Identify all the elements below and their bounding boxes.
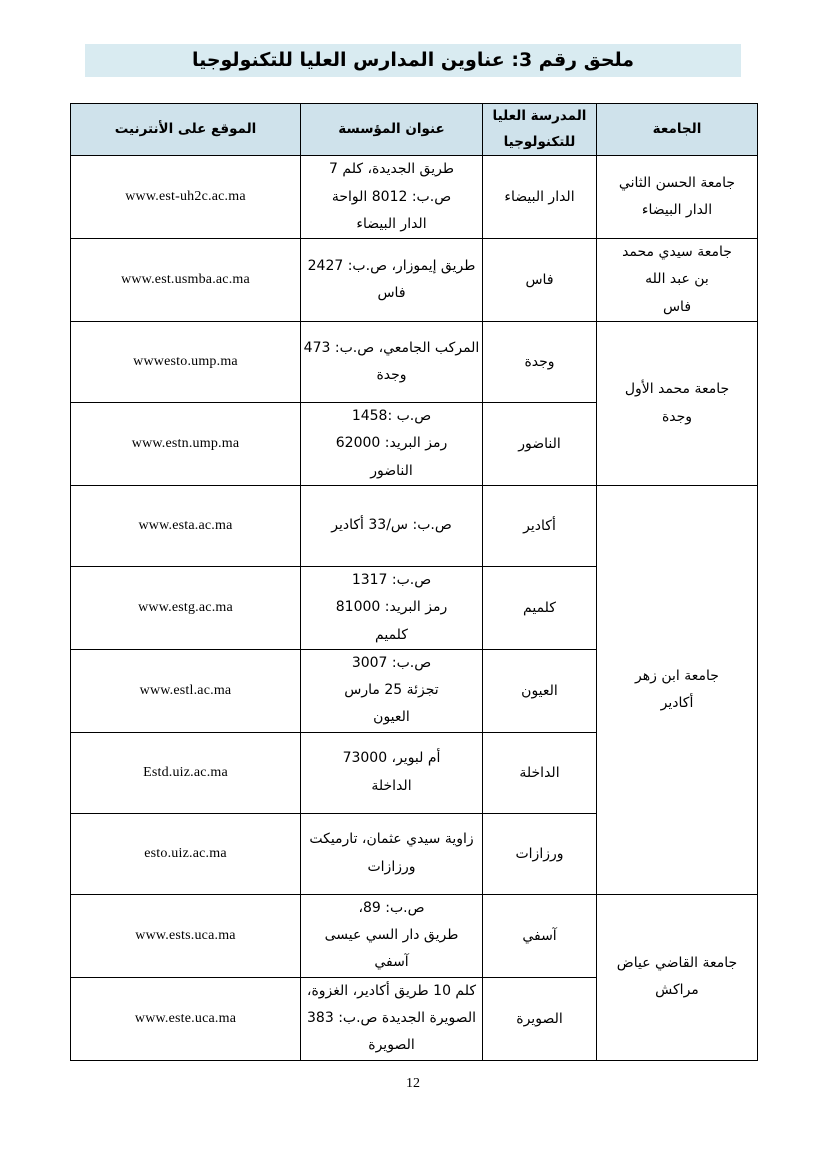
text-line: فاس <box>377 285 406 302</box>
text-line: ص.ب: 3007 <box>351 654 432 671</box>
text-line: المركب الجامعي، ص.ب: 473 <box>303 339 480 356</box>
text-line: ص.ب: 89، <box>358 899 425 916</box>
text-line: العيون <box>373 709 410 726</box>
website-cell: www.est-uh2c.ac.ma <box>71 156 301 239</box>
address-cell <box>301 813 483 894</box>
text-line: كلم 10 طريق أكادير، الغزوة، <box>306 982 477 999</box>
text-line: الدار البيضاء <box>641 202 713 219</box>
header-school <box>483 104 597 156</box>
school-cell: فاس <box>483 239 597 322</box>
text-line: الدار البيضاء <box>356 215 427 232</box>
address-cell <box>301 156 483 239</box>
schools-address-table <box>70 103 758 1061</box>
text-line: للتكنولوجيا <box>503 133 576 150</box>
school-cell: الداخلة <box>483 732 597 813</box>
text-line: ص.ب: 1317 <box>351 571 432 588</box>
page-title: ملحق رقم 3: عناوين المدارس العليا للتكنولوجيا <box>85 44 741 77</box>
text-line: جامعة الحسن الثاني <box>618 174 736 191</box>
text-line: ص.ب: 8012 الواحة <box>331 188 452 205</box>
university-cell <box>597 894 758 1060</box>
university-cell <box>597 239 758 322</box>
university-cell <box>597 156 758 239</box>
school-cell: أكادير <box>483 485 597 566</box>
text-line: الداخلة <box>371 777 412 794</box>
address-cell <box>301 732 483 813</box>
website-cell: esto.uiz.ac.ma <box>71 813 301 894</box>
text-line: طريق الجديدة، كلم 7 <box>329 161 454 178</box>
website-cell: Estd.uiz.ac.ma <box>71 732 301 813</box>
text-line: رمز البريد: 81000 <box>335 599 448 616</box>
website-cell: www.est.usmba.ac.ma <box>71 239 301 322</box>
school-cell: العيون <box>483 649 597 732</box>
website-cell: www.estn.ump.ma <box>71 403 301 486</box>
website-cell: www.ests.uca.ma <box>71 894 301 977</box>
text-line: زاوية سيدي عثمان، تارميكت <box>309 831 474 848</box>
school-cell: وجدة <box>483 322 597 403</box>
text-line: وجدة <box>376 367 407 384</box>
text-line: فاس <box>662 298 692 315</box>
text-line: أكادير <box>660 694 694 711</box>
text-line: كلميم <box>375 626 408 643</box>
header-university: الجامعة <box>597 104 758 156</box>
text-line: وجدة <box>661 408 693 425</box>
text-line: ص.ب: س/33 أكادير <box>331 517 452 534</box>
table-row-agadir <box>71 485 758 566</box>
website-cell: www.estl.ac.ma <box>71 649 301 732</box>
text-line: جامعة محمد الأول <box>624 381 730 398</box>
text-line: ص.ب :1458 <box>351 408 432 425</box>
text-line: رمز البريد: 62000 <box>335 435 448 452</box>
table-row-casablanca <box>71 156 758 239</box>
text-line: طريق إيموزار، ص.ب: 2427 <box>307 257 476 274</box>
table-row-safi <box>71 894 758 977</box>
address-cell <box>301 485 483 566</box>
school-cell: الناضور <box>483 403 597 486</box>
text-line: الصويرة الجديدة ص.ب: 383 <box>307 1009 476 1026</box>
school-cell: آسفي <box>483 894 597 977</box>
address-cell <box>301 894 483 977</box>
text-line: آسفي <box>374 954 409 971</box>
school-cell: الدار البيضاء <box>483 156 597 239</box>
address-cell <box>301 322 483 403</box>
text-line: طريق دار السي عيسى <box>324 927 459 944</box>
website-cell: wwwesto.ump.ma <box>71 322 301 403</box>
university-cell <box>597 322 758 486</box>
website-cell: www.estg.ac.ma <box>71 566 301 649</box>
text-line: مراكش <box>655 982 699 999</box>
school-cell: الصويرة <box>483 977 597 1060</box>
text-line: تجزئة 25 مارس <box>344 682 439 699</box>
header-address: عنوان المؤسسة <box>301 104 483 156</box>
text-line: المدرسة العليا <box>492 108 587 124</box>
header-website: الموقع على الأنترنيت <box>71 104 301 156</box>
address-cell <box>301 566 483 649</box>
address-cell <box>301 239 483 322</box>
text-line: الناضور <box>370 462 413 479</box>
text-line: بن عبد الله <box>645 271 709 288</box>
text-line: أم لبوير، 73000 <box>342 750 441 767</box>
text-line: جامعة ابن زهر <box>635 667 719 684</box>
website-cell: www.esta.ac.ma <box>71 485 301 566</box>
school-cell: ورزازات <box>483 813 597 894</box>
text-line: ورزازات <box>367 858 416 875</box>
website-cell: www.este.uca.ma <box>71 977 301 1060</box>
address-cell <box>301 649 483 732</box>
table-row-oujda <box>71 322 758 403</box>
table-row-fes <box>71 239 758 322</box>
text-line: الصويرة <box>368 1037 415 1054</box>
address-cell <box>301 403 483 486</box>
page-number: 12 <box>406 1076 420 1091</box>
header-row <box>71 104 758 156</box>
text-line: جامعة سيدي محمد <box>622 244 732 261</box>
university-cell <box>597 485 758 894</box>
text-line: جامعة القاضي عياض <box>616 954 738 971</box>
address-cell <box>301 977 483 1060</box>
school-cell: كلميم <box>483 566 597 649</box>
